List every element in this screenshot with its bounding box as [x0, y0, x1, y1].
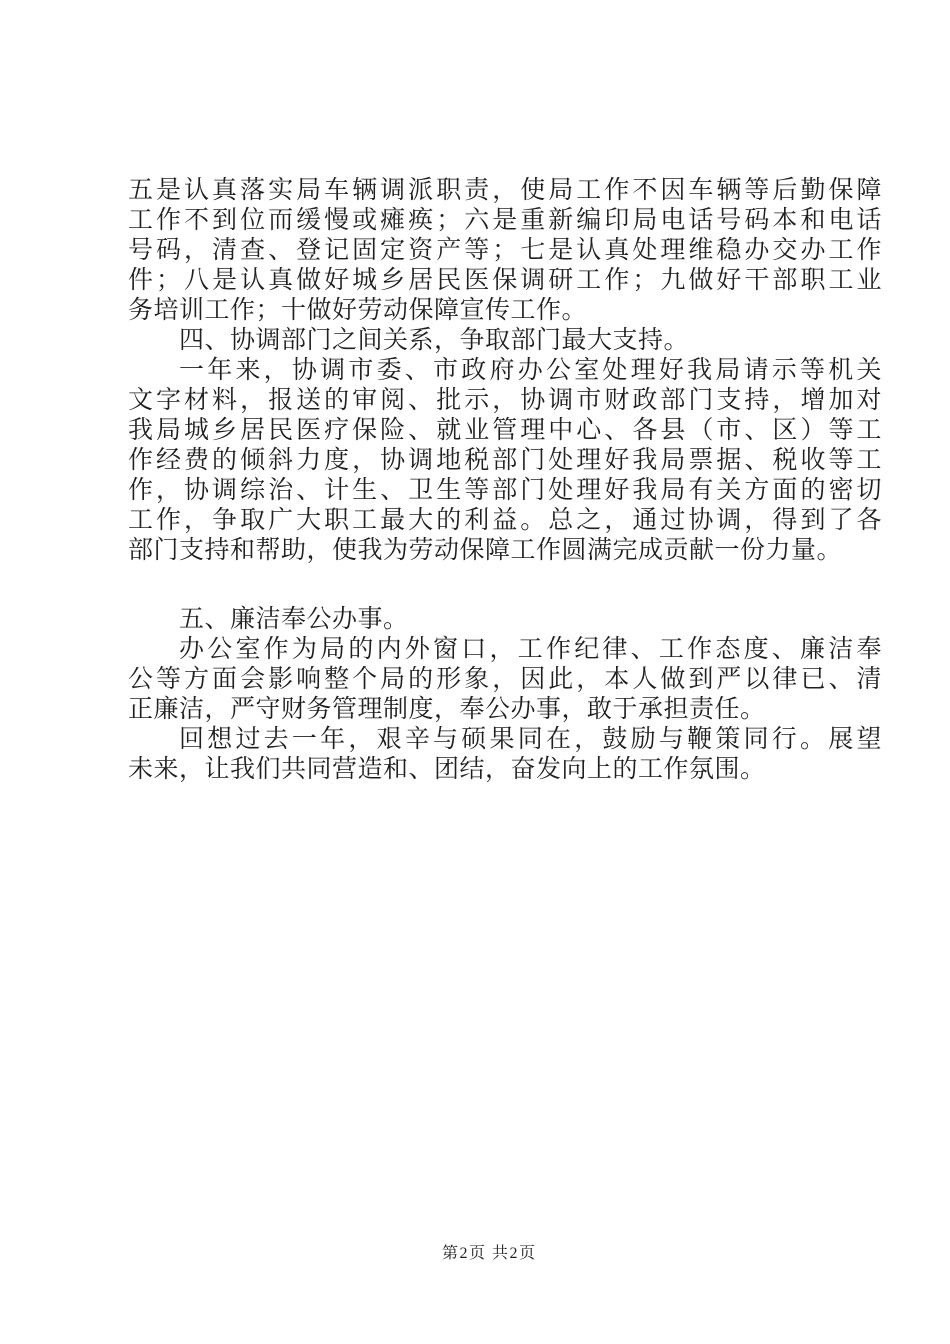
text-line: 五、廉洁奉公办事。	[179, 606, 409, 633]
text-line: 公等方面会影响整个局的形象，因此，本人做到严以律已、清	[128, 666, 882, 693]
document-body-text	[128, 176, 882, 785]
text-line: 作，协调综治、计生、卫生等部门处理好我局有关方面的密切	[128, 477, 882, 504]
text-line: 一年来，协调市委、市政府办公室处理好我局请示等机关	[179, 357, 882, 384]
text-line: 我局城乡居民医疗保险、就业管理中心、各县（市、区）等工	[128, 417, 882, 444]
page-footer	[442, 1244, 537, 1263]
text-line: 工作，争取广大职工最大的利益。总之，通过协调，得到了各	[128, 507, 882, 534]
page-number-label: 第2页 共2页	[442, 1245, 537, 1262]
text-line: 文字材料，报送的审阅、批示，协调市财政部门支持，增加对	[128, 387, 882, 414]
text-line: 作经费的倾斜力度，协调地税部门处理好我局票据、税收等工	[128, 447, 882, 474]
text-line: 正廉洁，严守财务管理制度，奉公办事，敢于承担责任。	[128, 696, 766, 723]
text-line: 五是认真落实局车辆调派职责，使局工作不因车辆等后勤保障	[128, 177, 882, 204]
text-line	[128, 566, 882, 605]
text-line: 务培训工作；十做好劳动保障宣传工作。	[128, 297, 588, 324]
text-line: 回想过去一年，艰辛与硕果同在，鼓励与鞭策同行。展望	[179, 726, 882, 753]
text-line: 号码，清查、登记固定资产等；七是认真处理维稳办交办工作	[128, 237, 882, 264]
text-line: 四、协调部门之间关系，争取部门最大支持。	[179, 327, 690, 354]
text-line: 工作不到位而缓慢或瘫痪；六是重新编印局电话号码本和电话	[128, 207, 882, 234]
text-line: 件；八是认真做好城乡居民医保调研工作；九做好干部职工业	[128, 267, 882, 294]
text-line: 部门支持和帮助，使我为劳动保障工作圆满完成贡献一份力量。	[128, 537, 843, 564]
text-line: 办公室作为局的内外窗口，工作纪律、工作态度、廉洁奉	[179, 636, 882, 663]
text-line: 未来，让我们共同营造和、团结，奋发向上的工作氛围。	[128, 756, 766, 783]
